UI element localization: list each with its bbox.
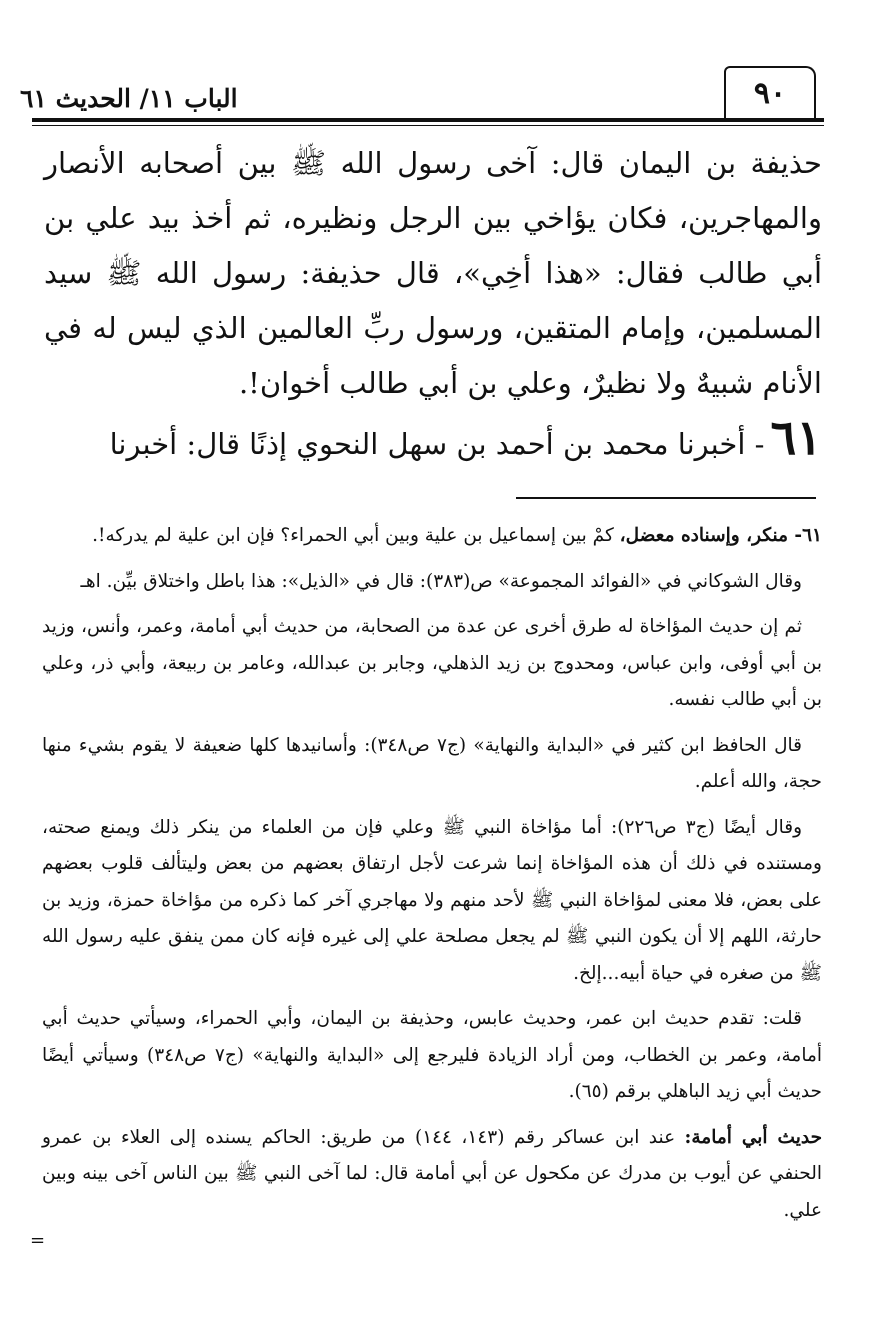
footnote-separator (516, 497, 816, 499)
note-abu-umama-lead: حديث أبي أمامة: (684, 1126, 823, 1148)
header-rule-thin (32, 125, 824, 126)
note-other-routes: ثم إن حديث المؤاخاة له طرق أخرى عن عدة من الصحابة، من حديث أبي أمامة، وعمر، وأنس، وزيد بن أبي أوفى، وابن عباس، ومحدوج بن زيد الذهلي، وجابر بن عبدالله، وعامر بن ربيعة، وأبي ذر، وعلي بن أبي طالب نفسه. (42, 616, 822, 710)
note-ibn-kathir: قال الحافظ ابن كثير في «البداية والنهاية» (ج٧ ص٣٤٨): وأسانيدها كلها ضعيفة لا يقوم بشيء منها حجة، والله أعلم. (42, 734, 822, 792)
note-abu-umama (42, 1120, 822, 1230)
note-shawkani: وقال الشوكاني في «الفوائد المجموعة» ص(٣٨٣): قال في «الذيل»: هذا باطل واختلاق بيِّن. اهـ (80, 570, 802, 592)
header-rule-thick (32, 118, 824, 122)
note-verdict-lead: ٦١- منكر، وإسناده معضل، (619, 525, 822, 546)
note-abu-umama-text: عند ابن عساكر رقم (١٤٣، ١٤٤) من طريق: الحاكم يسنده إلى العلاء بن عمرو الحنفي عن أيوب بن مدرك عن مكحول عن أبي أمامة قال: لما آخى النبي ﷺ بين الناس آخى بينه وبين علي. (42, 1126, 822, 1221)
note-author-comment: قلت: تقدم حديث ابن عمر، وحديث عابس، وحذيفة بن اليمان، وأبي الحمراء، وسيأتي حديث أبي أمامة، وعمر بن الخطاب، ومن أراد الزيادة فليرجع إلى «البداية والنهاية» (ج٧ ص٣٤٨) وسيأتي أيضًا حديث أبي زيد الباهلي برقم (٦٥). (42, 1008, 823, 1102)
page-number: ٩٠ (753, 76, 787, 111)
hadith-number: ٦١ (770, 410, 822, 466)
hadith-61-opening (44, 408, 822, 474)
note-verdict-text: كمْ بين إسماعيل بن علية وبين أبي الحمراء؟ فإن ابن علية لم يدركه!. (92, 525, 620, 546)
main-paragraph: حذيفة بن اليمان قال: آخى رسول الله ﷺ بين أصحابه الأنصار والمهاجرين، فكان يؤاخي بين الرجل ونظيره، ثم أخذ بيد علي بن أبي طالب فقال: «هذا أخِي»، قال حذيفة: رسول الله ﷺ سيد المسلمين، وإمام المتقين، ورسول ربِّ العالمين الذي ليس له في الأنام شبيهٌ ولا نظيرٌ، وعلي بن أبي طالب أخوان!. (44, 146, 822, 400)
note-verdict (42, 518, 822, 555)
running-title: الباب ١١/ الحديث ٦١ (20, 84, 238, 113)
hadith-text: - أخبرنا محمد بن أحمد بن سهل النحوي إذنًا قال: أخبرنا (109, 427, 765, 461)
main-text (44, 136, 822, 411)
continuation-mark: = (30, 1230, 46, 1251)
footnotes (42, 518, 822, 1229)
page-number-frame (724, 66, 816, 118)
note-ibn-kathir-2: وقال أيضًا (ج٣ ص٢٢٦): أما مؤاخاة النبي ﷺ وعلي فإن من العلماء من ينكر ذلك ويمنع صحته، ومستنده في ذلك أن هذه المؤاخاة إنما شرعت لأجل ارتفاق بعضهم من بعض وليتألف قلوب بعضهم على بعض، فلا معنى لمؤاخاة النبي ﷺ لأحد منهم ولا مهاجري آخر كما ذكره من مؤاخاة حمزة، وزيد بن حارثة، اللهم إلا أن يكون النبي ﷺ لم يجعل مصلحة علي إلى غيره فإنه كان ممن ينفق عليه رسول الله ﷺ من صغره في حياة أبيه...إلخ. (42, 816, 822, 984)
